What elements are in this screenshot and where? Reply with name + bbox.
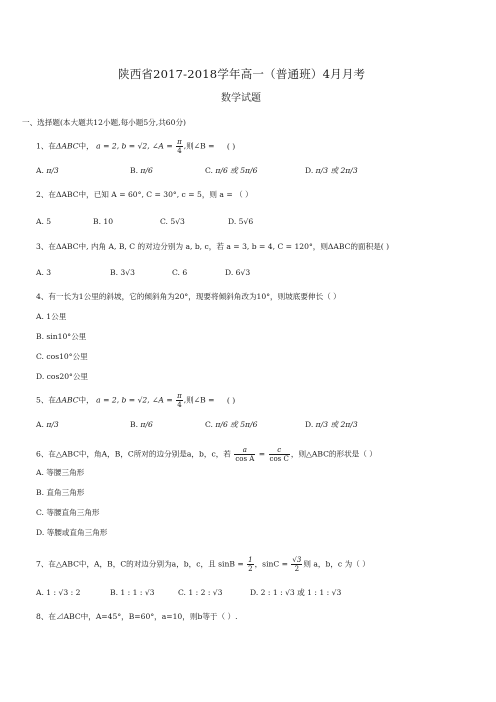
q1-option-b: B. π/6 bbox=[130, 166, 153, 175]
q7-pre: 7、在△ABC中，A，B，C的对边分别为a，b，c，且 sinB = bbox=[36, 559, 244, 569]
q7-fraction-sinc: $\frac{√3}{2}$ bbox=[292, 556, 302, 573]
section-heading: 一、选择题(本大题共12小题,每小题5分,共60分) bbox=[22, 118, 187, 127]
q6-fraction-c: $\frac{c}{\text{cos C}}$ bbox=[269, 446, 289, 463]
q6-pre: 6、在△ABC中，角A，B，C所对的边分别是a，b，c，若 bbox=[36, 449, 231, 459]
q7-mid: ，sinC = bbox=[254, 559, 288, 569]
q7-option-a: A. 1 : √3 : 2 bbox=[36, 588, 81, 597]
q4-option-b: B. sin10°公里 bbox=[36, 332, 87, 341]
q2-option-b: B. 10 bbox=[93, 217, 114, 226]
q6-option-d: D. 等腰或直角三角形 bbox=[36, 528, 108, 537]
question-5 bbox=[36, 392, 235, 409]
q1-ask: ,则∠B = bbox=[183, 141, 215, 151]
q4-option-c: C. cos10°公里 bbox=[36, 352, 88, 361]
question-1 bbox=[36, 138, 235, 155]
question-8: 8、在⊿ABC中，A=45°，B=60°，a=10，则b等于（ ）. bbox=[36, 612, 238, 621]
question-2: 2、在ΔABC中，已知 A = 60°, C = 30°, c = 5，则 a = （ ） bbox=[36, 190, 253, 199]
q7-fraction-sinb: $\frac{1}{2}$ bbox=[248, 556, 253, 573]
q4-option-a: A. 1公里 bbox=[36, 312, 67, 321]
q5-fraction: $\frac{\pi}{4}$ bbox=[177, 392, 182, 409]
question-7 bbox=[36, 556, 370, 573]
q1-triangle: ΔABC bbox=[56, 141, 79, 151]
q1-mid: 中， bbox=[78, 141, 94, 151]
q5-option-a: A. π/3 bbox=[36, 420, 59, 429]
q5-option-c: C. π/6 或 5π/6 bbox=[205, 420, 258, 429]
q1-fraction: $\frac{\pi}{4}$ bbox=[177, 138, 182, 155]
q6-option-a: A. 等腰三角形 bbox=[36, 468, 85, 477]
q6-option-b: B. 直角三角形 bbox=[36, 488, 85, 497]
q1-paren: ( ) bbox=[226, 141, 236, 151]
q4-option-d: D. cos20°公里 bbox=[36, 372, 89, 381]
q7-post: 则 a，b，c 为（ ） bbox=[303, 559, 370, 569]
q3-option-c: C. 6 bbox=[172, 268, 188, 277]
q5-paren: ( ) bbox=[226, 395, 236, 405]
question-4: 4、有一长为1公里的斜坡，它的倾斜角为20°，现要将倾斜角改为10°，则坡底要伸长（ ） bbox=[36, 292, 341, 301]
q7-option-c: C. 1 : 2 : √3 bbox=[178, 588, 223, 597]
q2-option-c: C. 5√3 bbox=[160, 217, 185, 226]
q5-cond: a = 2, b = √2, ∠A = bbox=[96, 395, 173, 405]
q7-option-b: B. 1 : 1 : √3 bbox=[110, 588, 155, 597]
page-title: 陕西省2017-2018学年高一（普通班）4月月考 bbox=[118, 67, 366, 81]
q1-option-c: C. π/6 或 5π/6 bbox=[205, 166, 258, 175]
q5-option-d: D. π/3 或 2π/3 bbox=[305, 420, 358, 429]
q1-pre: 1、在 bbox=[36, 141, 57, 151]
q6-post: ，则△ABC的形状是（ ） bbox=[290, 449, 377, 459]
q6-fraction-a: $\frac{a}{\text{cos A}}$ bbox=[235, 446, 255, 463]
q3-option-a: A. 3 bbox=[36, 268, 52, 277]
page-subtitle: 数学试题 bbox=[221, 93, 261, 104]
q3-option-b: B. 3√3 bbox=[110, 268, 135, 277]
q5-option-b: B. π/6 bbox=[130, 420, 153, 429]
q6-equals: = bbox=[258, 449, 266, 459]
q6-option-c: C. 等腰直角三角形 bbox=[36, 508, 100, 517]
q5-pre: 5、在 bbox=[36, 395, 57, 405]
q3-option-d: D. 6√3 bbox=[225, 268, 251, 277]
q5-triangle: ΔABC bbox=[56, 395, 79, 405]
question-6 bbox=[36, 446, 377, 463]
q5-ask: ,则∠B = bbox=[183, 395, 215, 405]
q1-cond: a = 2, b = √2, ∠A = bbox=[96, 141, 173, 151]
question-3: 3、在ΔABC中, 内角 A, B, C 的对边分别为 a, b, c，若 a = 3, b = 4, C = 120°，则ΔABC的面积是( ) bbox=[36, 242, 390, 251]
q5-mid: 中， bbox=[78, 395, 94, 405]
q7-option-d: D. 2 : 1 : √3 或 1 : 1 : √3 bbox=[250, 588, 342, 597]
q1-option-d: D. π/3 或 2π/3 bbox=[305, 166, 358, 175]
q2-option-d: D. 5√6 bbox=[228, 217, 254, 226]
q2-option-a: A. 5 bbox=[36, 217, 52, 226]
q1-option-a: A. π/3 bbox=[36, 166, 59, 175]
